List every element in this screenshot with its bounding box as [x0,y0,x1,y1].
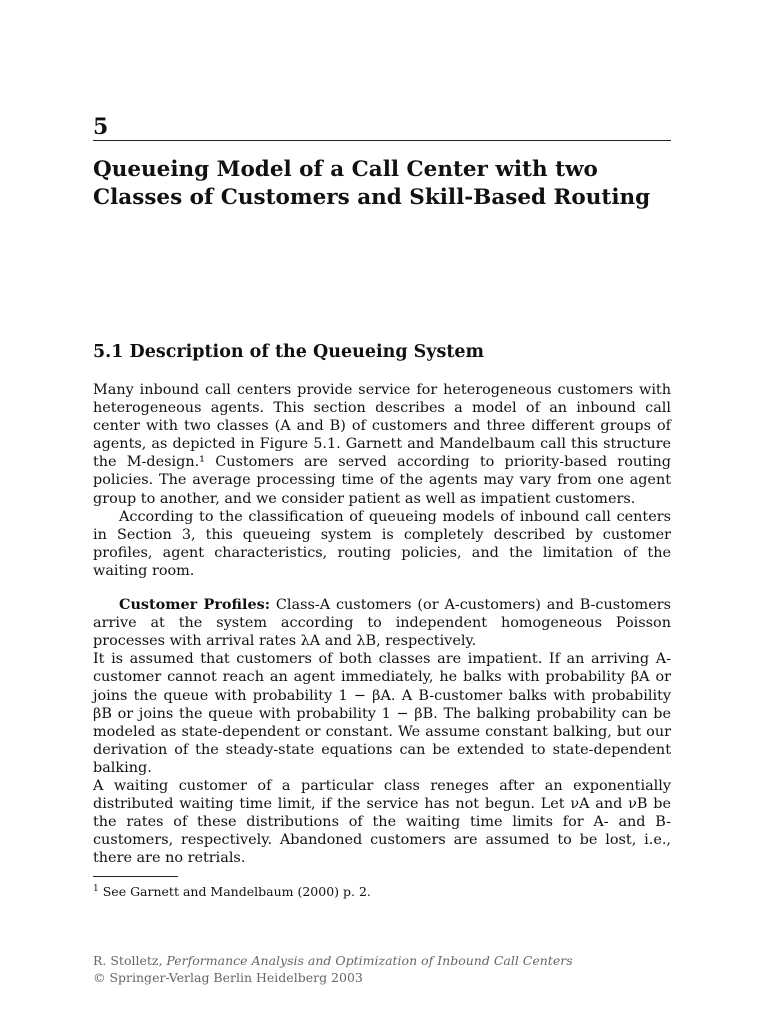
footnote-mark: 1 [93,884,99,894]
customer-profiles-heading: Customer Profiles: [119,596,271,614]
chapter-title-line-2: Classes of Customers and Skill-Based Routing [93,185,651,210]
footnote-text: See Garnett and Mandelbaum (2000) p. 2. [102,884,371,900]
body-text [93,381,671,867]
credit-author: R. Stolletz, [93,953,167,968]
paragraph-classification: According to the classification of queueing models of inbound call centers in Section 3, this queueing system is completely described by customer profiles, agent characteristics, routing policies, and the limitation of the waiting room. [93,508,671,579]
chapter-rule [93,140,671,141]
chapter-title [93,156,693,212]
paragraph-intro: Many inbound call centers provide service for heterogeneous customers with heterogeneous agents. This section describes a model of an inbound call center with two classes (A and B) of customers and three different groups of agents, as depicted in Figure 5.1. Garnett and Mandelbaum call this structure the M-design.¹ Customers are served according to priority-based routing policies. The average processing time of the agents may vary from one agent group to another, and we consider patient as well as impatient customers. [93,382,671,507]
paragraph-customer-profiles [93,596,671,650]
footnote-rule [93,876,178,877]
paragraph-reneging: A waiting customer of a particular class reneges after an exponentially distributed waiting time limit, if the service has not begun. Let νA and νB be the rates of these distributions of the waiting time limits for A- and B-customers, respectively. Abandoned customers are assumed to be lost, i.e., there are no retrials. [93,777,671,867]
chapter-title-line-1: Queueing Model of a Call Center with two [93,157,598,182]
section-title: 5.1 Description of the Queueing System [93,342,485,362]
credit-book-title: Performance Analysis and Optimization of Inbound Call Centers [166,953,573,968]
credit-publisher: © Springer-Verlag Berlin Heidelberg 2003 [93,970,363,985]
chapter-number: 5 [93,114,109,140]
paragraph-balking: It is assumed that customers of both classes are impatient. If an arriving A-customer cannot reach an agent immediately, he balks with probability βA or joins the queue with probability 1 − βA. A B-customer balks with probability βB or joins the queue with probability 1 − βB. The balking probability can be modeled as state-dependent or constant. We assume constant balking, but our derivation of the steady-state equations can be extended to state-dependent balking. [93,651,671,776]
publisher-credit [93,952,573,986]
customer-profiles-text: Class-A customers (or A-customers) and B-customers arrive at the system according to independent homogeneous Poisson processes with arrival rates λA and λB, respectively. [93,597,671,650]
footnote [93,884,371,899]
credit-line-1 [93,952,573,969]
